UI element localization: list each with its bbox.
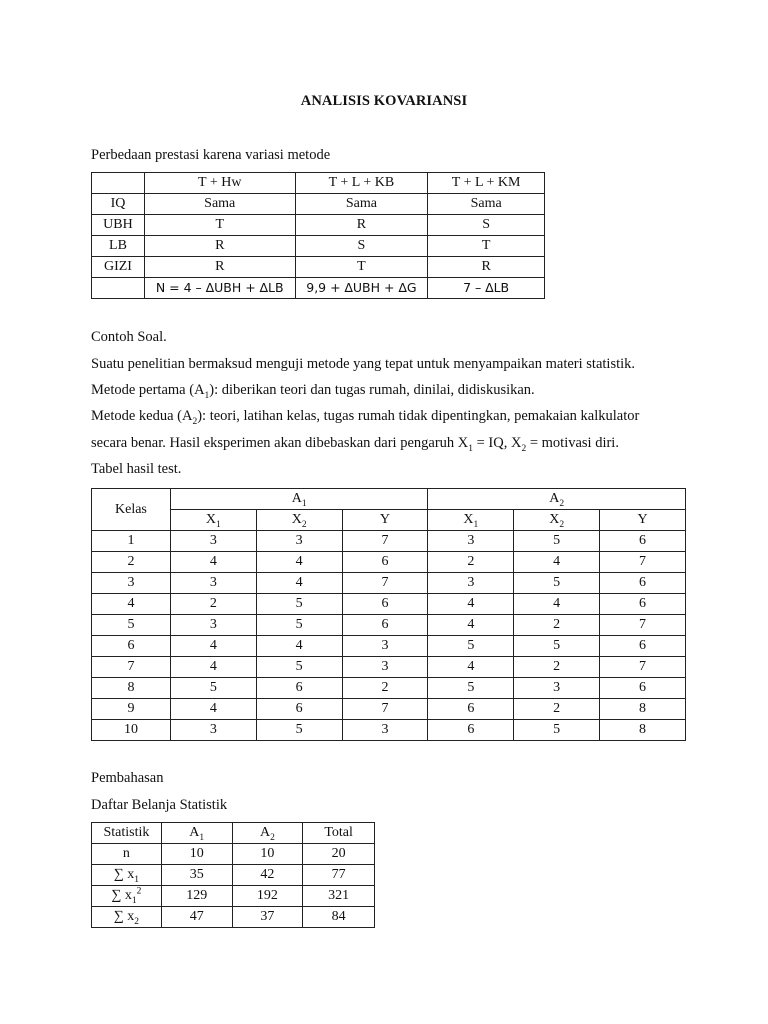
row-label-cell: UBH — [92, 215, 145, 236]
example-line-1: Suatu penelitian bermaksud menguji metode yang tepat untuk menyampaikan materi statistik. — [91, 356, 636, 372]
table-row — [92, 865, 375, 886]
table-cell: 2 — [170, 594, 256, 615]
table-cell: 6 — [256, 699, 342, 720]
table-cell: 3 — [170, 573, 256, 594]
table-cell: 3 — [342, 657, 428, 678]
header-cell: Statistik — [92, 823, 162, 844]
subheader-cell: $X_2$ — [256, 510, 342, 531]
kelas-cell: 1 — [92, 531, 171, 552]
table-cell: 5 — [256, 657, 342, 678]
table-row — [92, 194, 545, 215]
table-row — [92, 636, 686, 657]
table-cell: 9,9 + ∆UBH + ∆G — [295, 278, 428, 299]
table-row — [92, 278, 545, 299]
table-cell: Sama — [428, 194, 545, 215]
table-cell: 7 — [342, 699, 428, 720]
table-cell: 3 — [428, 531, 514, 552]
table-cell: 10 — [232, 844, 303, 865]
document-title: ANALISIS KOVARIANSI — [300, 93, 468, 109]
table-cell: 3 — [170, 615, 256, 636]
table-cell: 7 – ∆LB — [428, 278, 545, 299]
example-line-2: Metode pertama $(A_1)$: diberikan teori dan tugas rumah, dinilai, didiskusikan. — [91, 382, 535, 401]
table-row — [92, 552, 686, 573]
table-cell: Sama — [144, 194, 295, 215]
table-cell: 4 — [256, 636, 342, 657]
table-header-row — [92, 489, 686, 510]
table-cell: 2 — [514, 615, 600, 636]
table-cell: 4 — [514, 552, 600, 573]
table-cell: 3 — [428, 573, 514, 594]
table-cell: 4 — [428, 657, 514, 678]
table-cell: 6 — [600, 531, 686, 552]
table-cell: 35 — [161, 865, 232, 886]
header-cell — [92, 173, 145, 194]
kelas-cell: 10 — [92, 720, 171, 741]
table-row — [92, 720, 686, 741]
table-cell: 6 — [600, 636, 686, 657]
kelas-cell: 6 — [92, 636, 171, 657]
table-cell: 2 — [514, 657, 600, 678]
statistic-label-cell: ∑ $x_2$ — [92, 907, 162, 928]
subheader-cell: $X_1$ — [170, 510, 256, 531]
table-cell: 6 — [256, 678, 342, 699]
table-row — [92, 594, 686, 615]
table-cell: 4 — [170, 552, 256, 573]
table-cell: 47 — [161, 907, 232, 928]
kelas-cell: 2 — [92, 552, 171, 573]
kelas-cell: 9 — [92, 699, 171, 720]
table-cell: 7 — [600, 657, 686, 678]
method-comparison-table — [91, 172, 545, 299]
example-line-4: secara benar. Hasil eksperimen akan dibebaskan dari pengaruh $X_1$ = IQ, $X_2$ = motivasi diri. — [91, 435, 619, 454]
table-cell: 321 — [303, 886, 375, 907]
row-label-cell — [92, 278, 145, 299]
table-row — [92, 678, 686, 699]
statistic-label-cell: ∑ $x_1^2$ — [92, 886, 162, 907]
table-cell: 4 — [256, 552, 342, 573]
table-cell: 5 — [428, 636, 514, 657]
table-cell: 5 — [428, 678, 514, 699]
statistics-summary-table — [91, 822, 375, 928]
row-label-cell: LB — [92, 236, 145, 257]
table-cell: 5 — [256, 594, 342, 615]
table-cell: 6 — [428, 699, 514, 720]
table-cell: R — [295, 215, 428, 236]
table-cell: R — [428, 257, 545, 278]
discussion-heading: Pembahasan — [91, 770, 164, 786]
table-cell: 4 — [170, 636, 256, 657]
header-cell: T + Hw — [144, 173, 295, 194]
table-cell: T — [295, 257, 428, 278]
table-cell: 4 — [428, 594, 514, 615]
table-cell: 42 — [232, 865, 303, 886]
table-cell: S — [295, 236, 428, 257]
table-cell: 6 — [428, 720, 514, 741]
example-line-5: Tabel hasil test. — [91, 461, 182, 477]
table-cell: T — [144, 215, 295, 236]
table-cell: 84 — [303, 907, 375, 928]
table-cell: 7 — [600, 615, 686, 636]
table-cell: 3 — [170, 720, 256, 741]
table-subheader-row — [92, 510, 686, 531]
table-cell: 7 — [342, 573, 428, 594]
table-cell: 20 — [303, 844, 375, 865]
table-row — [92, 257, 545, 278]
example-heading: Contoh Soal. — [91, 329, 167, 345]
table-row — [92, 886, 375, 907]
subheader-cell: $X_2$ — [514, 510, 600, 531]
table-cell: R — [144, 236, 295, 257]
table-cell: 77 — [303, 865, 375, 886]
kelas-cell: 8 — [92, 678, 171, 699]
table-header-row — [92, 173, 545, 194]
table-cell: N = 4 – ∆UBH + ∆LB — [144, 278, 295, 299]
table-cell: 5 — [514, 636, 600, 657]
table-cell: 6 — [342, 615, 428, 636]
intro-text: Perbedaan prestasi karena variasi metode — [91, 147, 331, 163]
table-cell: 3 — [342, 720, 428, 741]
table-row — [92, 215, 545, 236]
test-results-table — [91, 488, 686, 741]
kelas-cell: 3 — [92, 573, 171, 594]
header-cell: $A_1$ — [161, 823, 232, 844]
table-cell: 4 — [428, 615, 514, 636]
table-cell: 8 — [600, 720, 686, 741]
table-cell: 6 — [342, 552, 428, 573]
table-cell: 6 — [600, 594, 686, 615]
table-row — [92, 531, 686, 552]
table-cell: 8 — [600, 699, 686, 720]
table-cell: R — [144, 257, 295, 278]
table-row — [92, 844, 375, 865]
table-cell: 3 — [514, 678, 600, 699]
table-cell: 5 — [514, 720, 600, 741]
header-cell: $A_2$ — [232, 823, 303, 844]
statistics-list-heading: Daftar Belanja Statistik — [91, 797, 228, 813]
table-cell: 5 — [514, 531, 600, 552]
table-cell: 37 — [232, 907, 303, 928]
table-row — [92, 699, 686, 720]
row-label-cell: GIZI — [92, 257, 145, 278]
table-cell: 3 — [342, 636, 428, 657]
table-cell: 5 — [256, 615, 342, 636]
table-row — [92, 657, 686, 678]
example-line-3: Metode kedua $(A_2)$: teori, latihan kelas, tugas rumah tidak dipentingkan, pemakaian kalkulator — [91, 408, 640, 427]
group-a1-header-cell: $A_1$ — [170, 489, 428, 510]
table-cell: 6 — [600, 573, 686, 594]
table-cell: 192 — [232, 886, 303, 907]
table-cell: 4 — [170, 699, 256, 720]
kelas-header-cell: Kelas — [92, 489, 171, 531]
header-cell: Total — [303, 823, 375, 844]
table-cell: 5 — [514, 573, 600, 594]
table-cell: 4 — [514, 594, 600, 615]
row-label-cell: IQ — [92, 194, 145, 215]
table-row — [92, 615, 686, 636]
table-cell: 7 — [600, 552, 686, 573]
table-cell: 3 — [170, 531, 256, 552]
table-cell: 2 — [342, 678, 428, 699]
table-row — [92, 907, 375, 928]
kelas-cell: 5 — [92, 615, 171, 636]
table-cell: 7 — [342, 531, 428, 552]
table-cell: 129 — [161, 886, 232, 907]
table-cell: S — [428, 215, 545, 236]
header-cell: T + L + KB — [295, 173, 428, 194]
table-cell: 3 — [256, 531, 342, 552]
table-cell: 10 — [161, 844, 232, 865]
table-cell: 4 — [256, 573, 342, 594]
header-cell: T + L + KM — [428, 173, 545, 194]
subheader-cell: Y — [342, 510, 428, 531]
statistic-label-cell: ∑ $x_1$ — [92, 865, 162, 886]
table-cell: 2 — [428, 552, 514, 573]
table-cell: 4 — [170, 657, 256, 678]
table-cell: 5 — [170, 678, 256, 699]
group-a2-header-cell: $A_2$ — [428, 489, 686, 510]
table-cell: 2 — [514, 699, 600, 720]
table-header-row — [92, 823, 375, 844]
subheader-cell: $X_1$ — [428, 510, 514, 531]
table-cell: 6 — [600, 678, 686, 699]
table-cell: Sama — [295, 194, 428, 215]
statistic-label-cell: n — [92, 844, 162, 865]
kelas-cell: 7 — [92, 657, 171, 678]
subheader-cell: Y — [600, 510, 686, 531]
table-row — [92, 573, 686, 594]
kelas-cell: 4 — [92, 594, 171, 615]
table-cell: 5 — [256, 720, 342, 741]
table-cell: 6 — [342, 594, 428, 615]
table-cell: T — [428, 236, 545, 257]
table-row — [92, 236, 545, 257]
